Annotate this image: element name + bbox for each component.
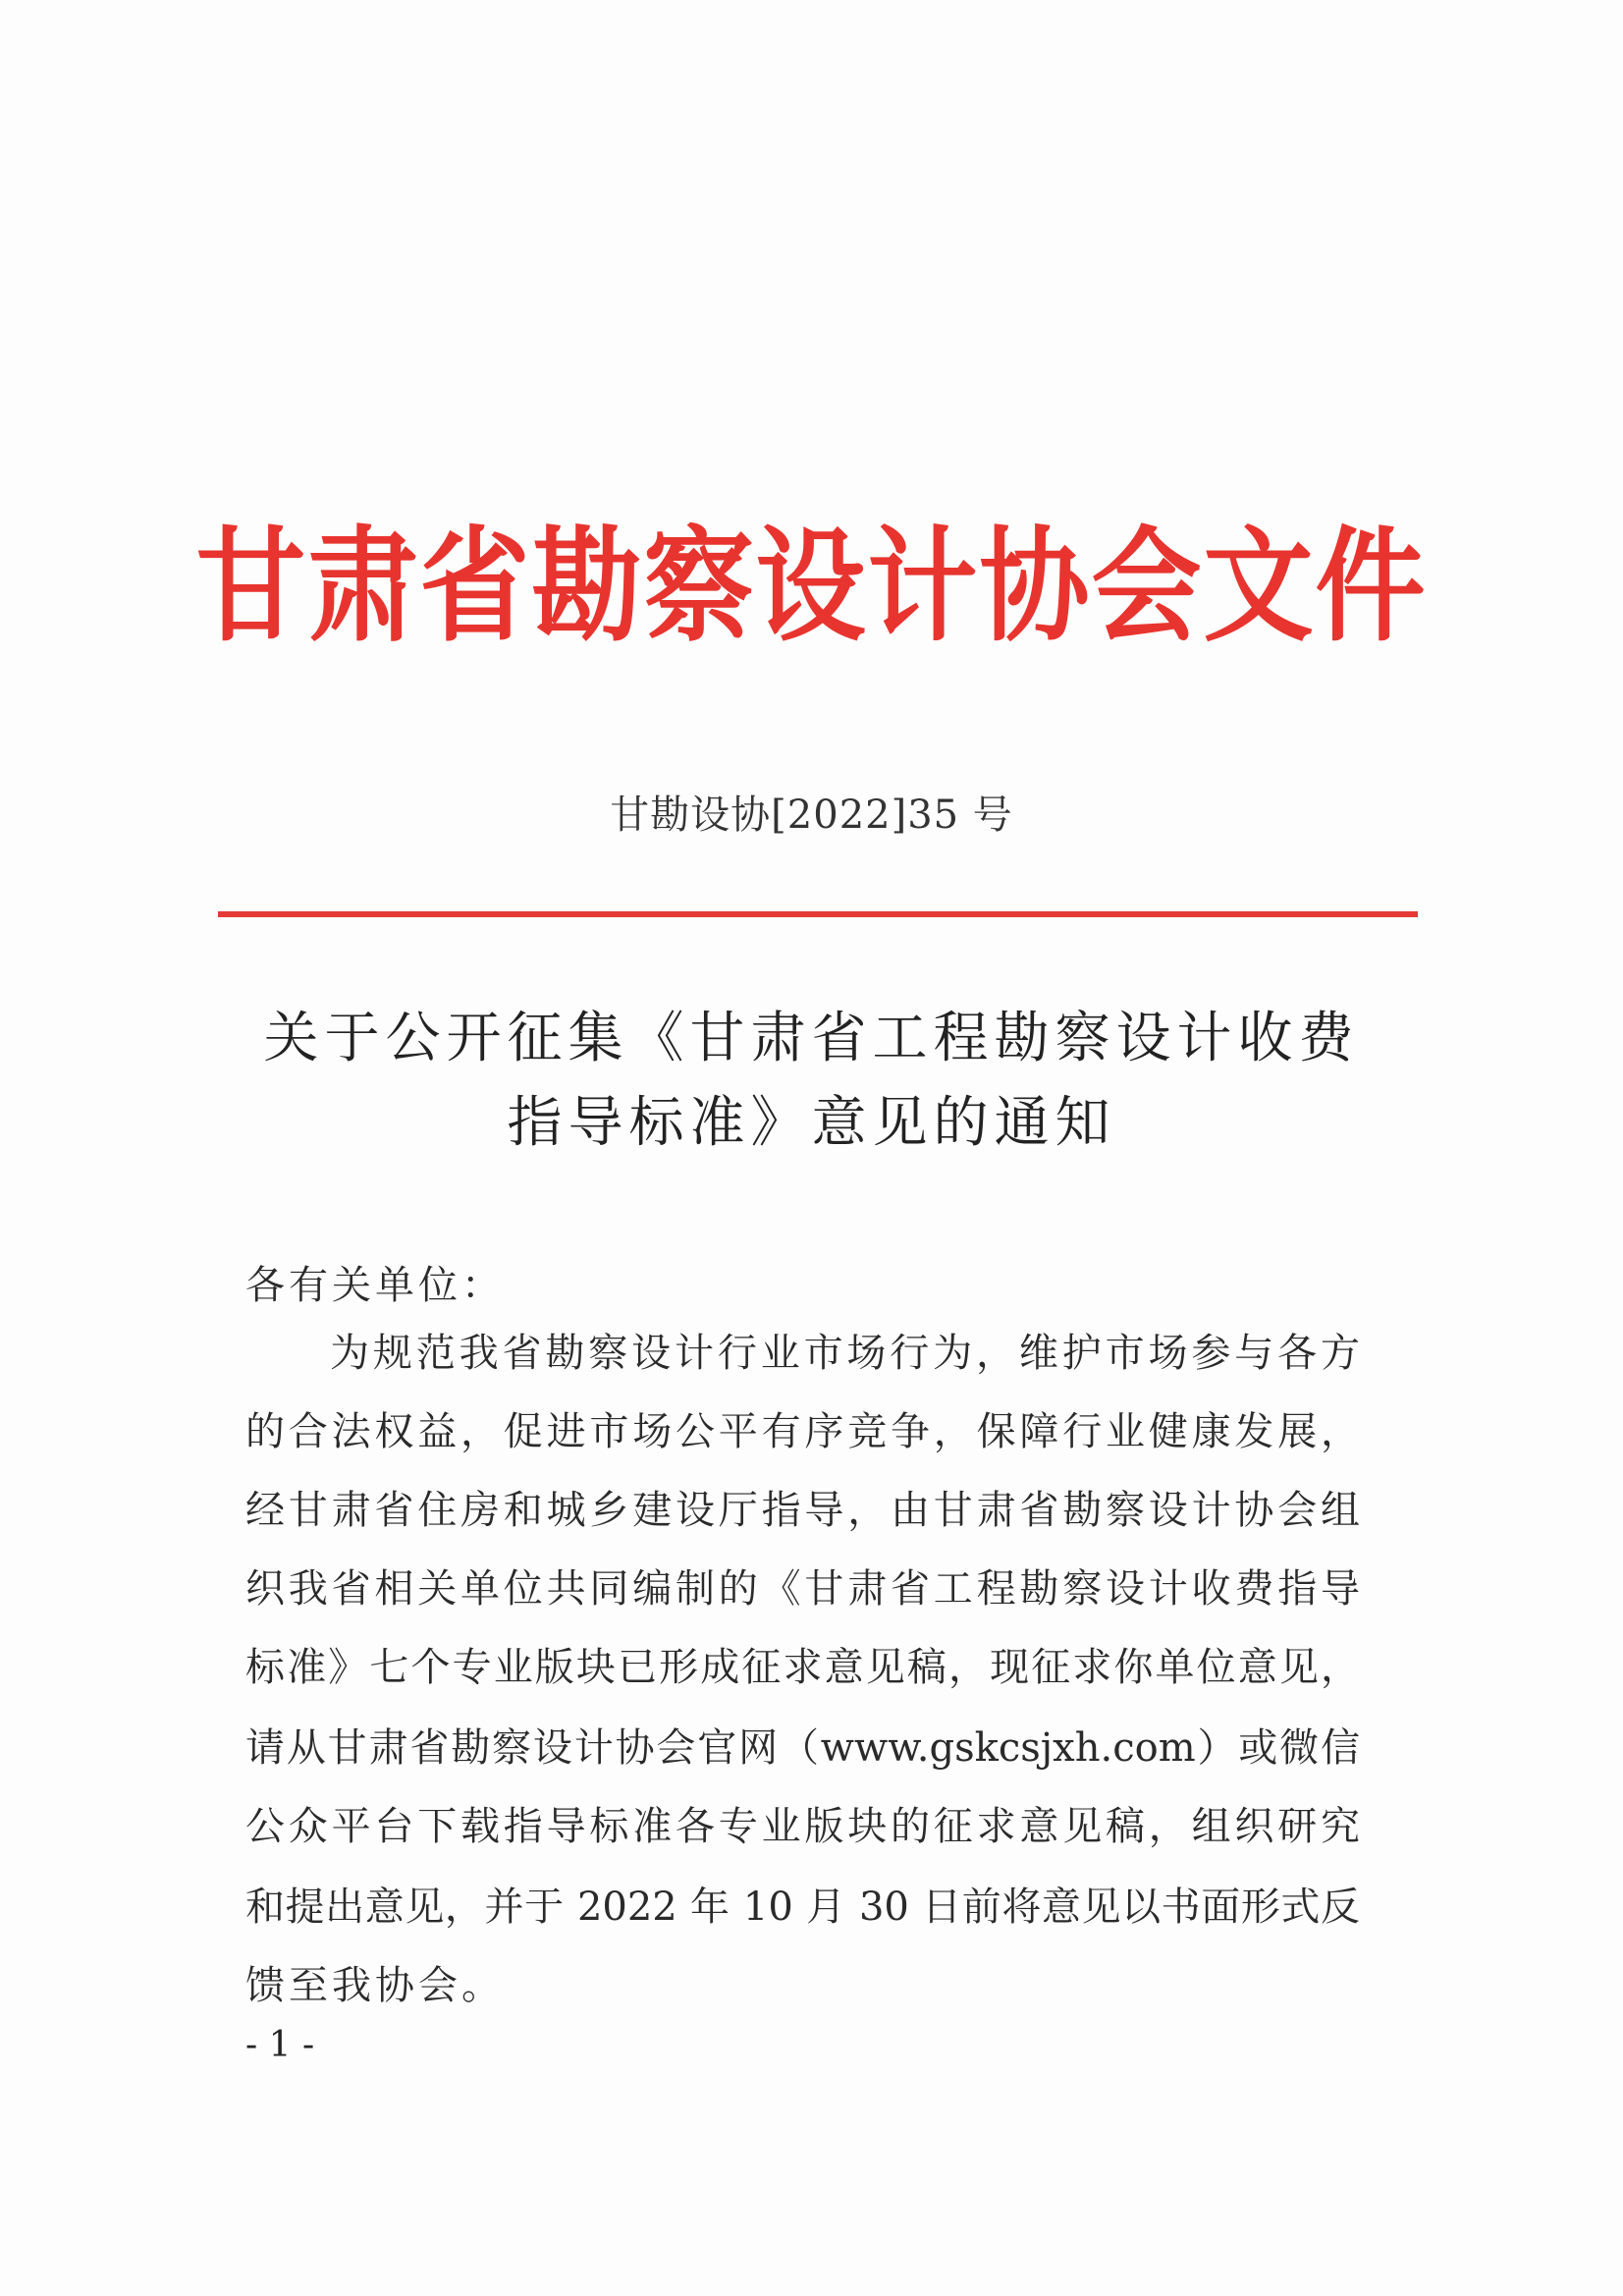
body-line: 馈至我协会。 — [245, 1963, 505, 2008]
document-number: 甘勘设协[2022]35 号 — [610, 793, 1013, 838]
masthead-title: 甘肃省勘察设计协会文件 — [195, 514, 1428, 659]
page-number: - 1 - — [245, 2025, 315, 2065]
salutation: 各有关单位： — [245, 1263, 505, 1308]
notice-title-line-1: 关于公开征集《甘肃省工程勘察设计收费 — [263, 1007, 1360, 1070]
body-line: 标准》七个专业版块已形成征求意见稿，现征求你单位意见， — [245, 1645, 1360, 1690]
body-line: 请从甘肃省勘察设计协会官网（www.gskcsjxh.com）或微信 — [245, 1725, 1360, 1771]
notice-title-line-2: 指导标准》意见的通知 — [507, 1091, 1116, 1155]
body-line: 为规范我省勘察设计行业市场行为，维护市场参与各方 — [330, 1331, 1360, 1376]
body-line: 和提出意见，并于 2022 年 10 月 30 日前将意见以书面形式反 — [245, 1885, 1360, 1930]
body-line: 公众平台下载指导标准各专业版块的征求意见稿，组织研究 — [245, 1804, 1360, 1849]
red-divider-line — [218, 911, 1418, 917]
body-line: 的合法权益，促进市场公平有序竞争，保障行业健康发展， — [245, 1409, 1360, 1454]
body-line: 织我省相关单位共同编制的《甘肃省工程勘察设计收费指导 — [245, 1566, 1360, 1612]
body-line: 经甘肃省住房和城乡建设厅指导，由甘肃省勘察设计协会组 — [245, 1488, 1360, 1533]
